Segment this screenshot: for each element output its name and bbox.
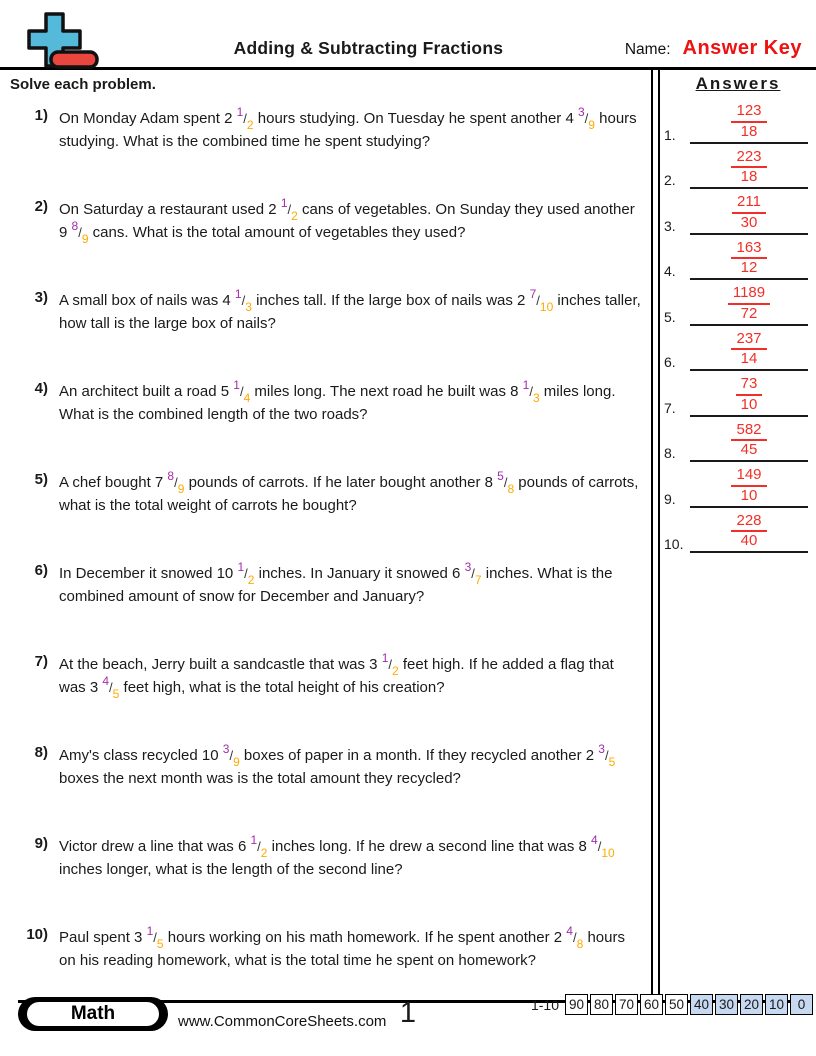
score-cell: 90 [565, 994, 588, 1015]
answer-fraction-denominator: 45 [740, 441, 758, 459]
answer-number: 5. [664, 308, 676, 325]
answer-fraction-numerator: 1189 [728, 285, 770, 305]
answer-line [690, 513, 808, 554]
answer-line [690, 422, 808, 463]
fraction-denominator: 3 [532, 391, 540, 405]
inline-fraction [146, 924, 164, 951]
fraction-slash: / [503, 475, 508, 490]
answer-row [660, 467, 816, 508]
answer-fraction [731, 240, 766, 279]
fraction-denominator: 5 [156, 937, 164, 951]
answer-fraction-denominator: 18 [740, 168, 758, 186]
fraction-slash: / [597, 839, 602, 854]
fraction-slash: / [529, 384, 533, 399]
problem-number: 5) [34, 471, 48, 488]
fraction-denominator: 2 [392, 664, 399, 678]
answer-row [660, 149, 816, 190]
answer-list [660, 103, 816, 553]
inline-fraction [598, 742, 616, 769]
answer-fraction [731, 103, 766, 142]
fraction-numerator: 1 [237, 560, 245, 574]
fraction-numerator: 3 [577, 105, 585, 119]
answer-fraction [736, 376, 763, 415]
inline-fraction [237, 560, 255, 587]
subject-badge-label: Math [27, 1002, 159, 1026]
answer-line [690, 103, 808, 144]
answer-number: 7. [664, 399, 676, 416]
fraction-numerator: 4 [102, 674, 110, 688]
answer-fraction-numerator: 237 [731, 331, 766, 351]
answer-line [690, 194, 808, 235]
page-number: 1 [399, 997, 417, 1029]
answers-header: Answers [695, 74, 781, 93]
fraction-numerator: 1 [280, 196, 288, 210]
score-cell: 10 [765, 994, 788, 1015]
page-title: Adding & Subtracting Fractions [233, 38, 504, 58]
problems-column [0, 70, 651, 999]
answer-fraction [731, 513, 766, 552]
answer-fraction [731, 149, 766, 188]
answer-row [660, 376, 816, 417]
answer-row [660, 240, 816, 281]
fraction-numerator: 5 [497, 469, 504, 483]
answer-fraction-denominator: 40 [740, 532, 758, 550]
answer-fraction-denominator: 12 [740, 259, 758, 277]
problem-text: A chef bought 7 $^8/_9$ pounds of carrots. If he later bought another 8 $^5/_8$ pounds of carrots, what is the total weight of carrots he bought? [59, 469, 639, 514]
fraction-numerator: 3 [464, 560, 472, 574]
fraction-numerator: 8 [167, 469, 175, 483]
fraction-numerator: 3 [598, 742, 605, 756]
answer-row [660, 285, 816, 326]
problem-item [10, 562, 651, 608]
problem-number: 4) [34, 380, 48, 397]
score-cell: 60 [640, 994, 663, 1015]
problem-text: In December it snowed 10 $^1/_2$ inches. In January it snowed 6 $^3/_7$ inches. What is the combined amount of snow for December and January? [59, 560, 613, 605]
problem-text: At the beach, Jerry built a sandcastle that was 3 $^1/_2$ feet high. If he added a flag that was 3 $^4/_5$ feet high, what is the total height of his creation? [59, 651, 614, 701]
fraction-denominator: 9 [233, 755, 240, 769]
problem-text: On Monday Adam spent 2 $^1/_2$ hours studying. On Tuesday he spent another 4 $^3/_9$ hours studying. What is the combined time he spent studying? [59, 105, 637, 150]
column-divider [651, 70, 660, 999]
inline-fraction [529, 287, 554, 314]
fraction-numerator: 1 [234, 287, 242, 301]
score-cell: 40 [690, 994, 713, 1015]
fraction-numerator: 4 [566, 924, 573, 938]
answers-column [660, 70, 816, 999]
problem-number: 9) [34, 835, 48, 852]
fraction-slash: / [471, 566, 475, 581]
fraction-denominator: 10 [601, 846, 615, 860]
answer-fraction [731, 422, 766, 461]
inline-fraction [566, 924, 584, 951]
fraction-numerator: 7 [529, 287, 537, 301]
plus-minus-logo [0, 11, 112, 67]
inline-fraction [591, 833, 615, 860]
score-cell: 50 [665, 994, 688, 1015]
problem-item [10, 471, 651, 517]
fraction-numerator: 3 [222, 742, 230, 756]
answer-number: 10. [664, 536, 684, 552]
answer-row [660, 103, 816, 144]
fraction-denominator: 2 [247, 573, 255, 587]
fraction-slash: / [243, 111, 247, 126]
fraction-numerator: 8 [71, 219, 79, 233]
fraction-slash: / [604, 748, 609, 763]
answer-fraction-numerator: 223 [731, 149, 766, 169]
answer-row [660, 422, 816, 463]
problem-list [10, 107, 651, 972]
fraction-slash: / [572, 930, 577, 945]
inline-fraction [71, 219, 89, 246]
answer-number: 1. [664, 126, 676, 143]
answer-fraction-numerator: 73 [736, 376, 763, 396]
fraction-slash: / [239, 384, 244, 399]
score-cell: 70 [615, 994, 638, 1015]
plus-minus-logo-svg [16, 11, 100, 69]
answer-fraction [732, 194, 766, 233]
problem-item [10, 380, 651, 426]
problem-number: 8) [34, 744, 48, 761]
site-url: www.CommonCoreSheets.com [178, 1013, 387, 1030]
header [0, 0, 816, 70]
problem-text: On Saturday a restaurant used 2 $^1/_2$ cans of vegetables. On Sunday they used another 9 $^8/_9$ cans. What is the total amount of vegetables they used? [59, 196, 635, 246]
fraction-denominator: 2 [246, 118, 254, 132]
fraction-denominator: 3 [245, 300, 252, 314]
answer-fraction-numerator: 582 [731, 422, 766, 442]
problem-text: Victor drew a line that was 6 $^1/_2$ inches long. If he drew a second line that was 8 $^4/_{10}$ inches longer, what is the length of the second line? [59, 833, 615, 878]
score-range-label: 1-10 [530, 996, 559, 1013]
inline-fraction [522, 378, 540, 405]
answer-line [690, 285, 808, 326]
problem-text: An architect built a road 5 $^1/_4$ miles long. The next road he built was 8 $^1/_3$ miles long. What is the combined length of the two roads? [59, 378, 616, 423]
answer-fraction-denominator: 10 [740, 395, 758, 413]
inline-fraction [250, 833, 268, 860]
problem-number: 3) [34, 289, 48, 306]
score-cell: 20 [740, 994, 763, 1015]
problem-number: 7) [34, 653, 48, 670]
answer-line [690, 149, 808, 190]
answer-fraction [731, 467, 766, 506]
inline-fraction [233, 378, 251, 405]
fraction-denominator: 5 [608, 755, 616, 769]
fraction-numerator: 4 [591, 833, 598, 847]
answer-row [660, 513, 816, 554]
inline-fraction [381, 651, 399, 678]
answer-line [690, 240, 808, 281]
fraction-slash: / [287, 202, 292, 217]
answer-fraction-denominator: 14 [740, 350, 758, 368]
inline-fraction [102, 674, 120, 701]
fraction-numerator: 1 [146, 924, 154, 938]
footer [0, 993, 816, 1056]
fraction-denominator: 8 [507, 482, 515, 496]
answer-fraction-numerator: 123 [731, 103, 766, 123]
score-table [531, 994, 813, 1015]
answer-row [660, 194, 816, 235]
answer-number: 3. [664, 217, 676, 234]
score-cells [565, 994, 813, 1015]
fraction-denominator: 10 [539, 300, 554, 314]
fraction-denominator: 9 [588, 118, 595, 132]
fraction-numerator: 1 [233, 378, 240, 392]
minus-icon [51, 52, 97, 67]
answer-key-label: Answer Key [682, 37, 802, 59]
answer-fraction [731, 331, 766, 370]
fraction-slash: / [388, 657, 392, 672]
problem-number: 6) [34, 562, 48, 579]
problem-text: Amy's class recycled 10 $^3/_9$ boxes of paper in a month. If they recycled another 2 $^3/_5$ boxes the next month was is the total amount they recycled? [59, 742, 616, 787]
answer-number: 9. [664, 490, 676, 507]
inline-fraction [222, 742, 240, 769]
fraction-slash: / [229, 748, 234, 763]
name-group [625, 37, 816, 67]
answer-number: 8. [664, 445, 676, 461]
answer-fraction-numerator: 228 [731, 513, 766, 533]
problem-item [10, 653, 651, 699]
answer-fraction-numerator: 149 [731, 467, 766, 487]
answer-fraction [728, 285, 770, 324]
inline-fraction [236, 105, 254, 132]
answer-line [690, 467, 808, 508]
fraction-numerator: 1 [522, 378, 530, 392]
score-cell: 80 [590, 994, 613, 1015]
name-label: Name: [624, 41, 671, 58]
problem-text: A small box of nails was 4 $^1/_3$ inches tall. If the large box of nails was 2 $^7/_{10}$ inches taller, how tall is the large box of nails? [59, 287, 641, 332]
fraction-slash: / [174, 475, 178, 490]
fraction-slash: / [257, 839, 261, 854]
problem-item [10, 835, 651, 881]
inline-fraction [497, 469, 515, 496]
answer-fraction-numerator: 163 [731, 240, 766, 260]
answer-number: 2. [664, 172, 676, 188]
fraction-slash: / [536, 293, 540, 308]
problem-item [10, 107, 651, 153]
fraction-denominator: 7 [474, 573, 482, 587]
answer-fraction-numerator: 211 [732, 194, 766, 214]
inline-fraction [234, 287, 252, 314]
fraction-numerator: 1 [236, 105, 244, 119]
fraction-denominator: 8 [576, 937, 584, 951]
fraction-denominator: 4 [243, 391, 251, 405]
problem-text: Paul spent 3 $^1/_5$ hours working on his math homework. If he spent another 2 $^4/_8$ hours on his reading homework, what is the total time he spent on homework? [59, 924, 625, 969]
fraction-slash: / [241, 293, 246, 308]
answer-row [660, 331, 816, 372]
problem-number: 2) [34, 198, 48, 215]
fraction-slash: / [153, 930, 157, 945]
content [0, 70, 816, 999]
answer-fraction-denominator: 30 [740, 213, 758, 231]
fraction-denominator: 2 [291, 209, 298, 223]
inline-fraction [167, 469, 185, 496]
problem-number: 10) [26, 926, 48, 943]
problem-item [10, 289, 651, 335]
answer-number: 6. [664, 354, 676, 370]
fraction-denominator: 5 [112, 687, 120, 701]
answer-line [690, 376, 808, 417]
answer-number: 4. [664, 263, 676, 279]
inline-fraction [577, 105, 595, 132]
fraction-numerator: 1 [381, 651, 389, 665]
problem-number: 1) [34, 107, 48, 124]
fraction-denominator: 9 [177, 482, 185, 496]
fraction-numerator: 1 [250, 833, 258, 847]
fraction-slash: / [244, 566, 248, 581]
answer-fraction-denominator: 10 [740, 486, 758, 504]
inline-fraction [464, 560, 482, 587]
score-cell: 0 [790, 994, 813, 1015]
fraction-slash: / [584, 111, 589, 126]
fraction-denominator: 9 [81, 232, 89, 246]
inline-fraction [280, 196, 298, 223]
problem-item [10, 198, 651, 244]
problem-item [10, 744, 651, 790]
problem-item [10, 926, 651, 972]
instructions: Solve each problem. [10, 76, 156, 93]
answer-fraction-denominator: 72 [740, 304, 758, 322]
score-cell: 30 [715, 994, 738, 1015]
fraction-denominator: 2 [260, 846, 268, 860]
answer-line [690, 331, 808, 372]
fraction-slash: / [109, 680, 113, 695]
fraction-slash: / [78, 225, 82, 240]
answer-fraction-denominator: 18 [740, 122, 758, 140]
